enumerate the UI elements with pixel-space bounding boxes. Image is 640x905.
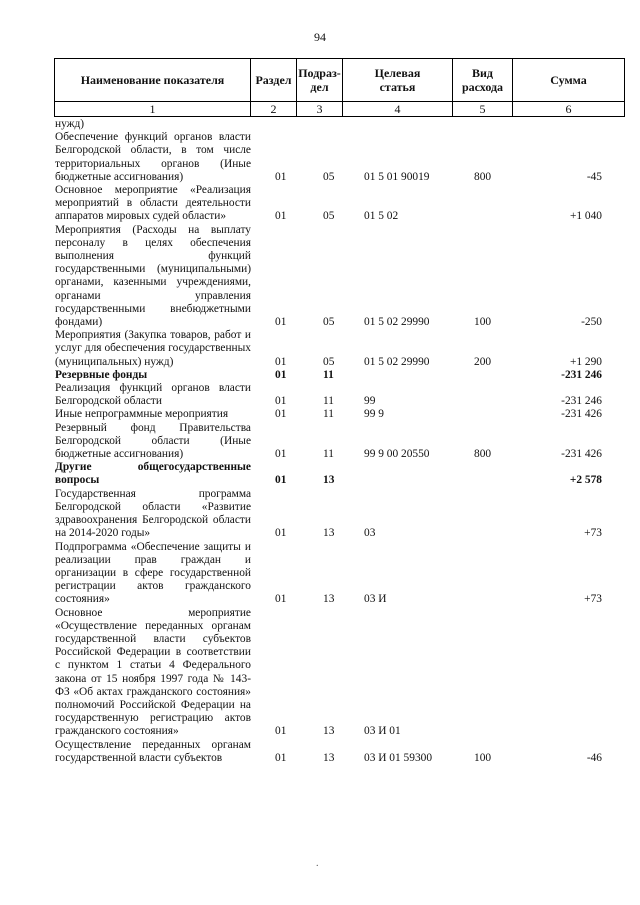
header-vid-line1: Вид (472, 66, 493, 80)
row-summa: -45 (586, 170, 602, 183)
row-statya: 99 9 (364, 408, 384, 421)
row-razdel: 01 (275, 725, 287, 738)
footer-mark: . (316, 858, 319, 869)
row-name: Государственная программа Белгородской области «Развитие здравоохранения Белгородской области на 2014-2020 годы» (55, 487, 251, 540)
row-summa: +1 040 (569, 210, 602, 223)
table-row (0, 488, 640, 541)
row-summa: -231 426 (561, 448, 602, 461)
row-name: Осуществление переданных органам государственной власти субъектов (55, 738, 251, 764)
row-vid: 800 (474, 170, 492, 183)
row-podrazdel: 13 (323, 593, 335, 606)
header-statya-line2: статья (379, 80, 416, 94)
header-razdel: Раздел (251, 59, 297, 102)
row-razdel: 01 (275, 355, 287, 368)
row-podrazdel: 05 (323, 355, 335, 368)
row-podrazdel: 13 (323, 474, 335, 487)
row-summa: -231 246 (561, 368, 602, 381)
row-razdel: 01 (275, 448, 287, 461)
row-vid: 100 (474, 751, 492, 764)
row-razdel: 01 (275, 751, 287, 764)
row-statya: 99 (364, 395, 376, 408)
row-summa: -46 (586, 751, 602, 764)
row-statya: 03 И (364, 593, 387, 606)
table-row (0, 131, 640, 184)
row-name: Резервный фонд Правительства Белгородской области (Иные бюджетные ассигнования) (55, 421, 251, 461)
row-statya: 03 (364, 527, 376, 540)
row-razdel: 01 (275, 593, 287, 606)
table-row (0, 541, 640, 607)
row-name: Подпрограмма «Обеспечение защиты и реализации прав граждан и организации в сфере государственной регистрации актов гражданского состояния» (55, 540, 251, 606)
row-statya: 99 9 00 20550 (364, 448, 430, 461)
header-num-4: 4 (343, 102, 453, 117)
table-row (0, 382, 640, 408)
table-row (0, 607, 640, 739)
row-vid: 200 (474, 355, 492, 368)
header-statya-line1: Целевая (374, 66, 421, 80)
page-number: 94 (314, 30, 326, 44)
row-name: Реализация функций органов власти Белгородской области (55, 382, 251, 408)
row-vid: 800 (474, 448, 492, 461)
header-podrazdel-line1: Подраз- (298, 66, 341, 80)
row-razdel: 01 (275, 474, 287, 487)
header-vid (453, 59, 513, 102)
header-podrazdel-line2: дел (310, 80, 329, 94)
header-num-3: 3 (297, 102, 343, 117)
row-podrazdel: 05 (323, 316, 335, 329)
table-row (0, 184, 640, 224)
row-name: Мероприятия (Расходы на выплату персоналу в целях обеспечения выполнения функций государственными (муниципальными) органами, казенными учреждениями, органами управления государственными внебюджетными фондами) (55, 223, 251, 329)
table-row (0, 408, 640, 421)
row-name: Иные непрограммные мероприятия (55, 408, 229, 421)
row-razdel: 01 (275, 316, 287, 329)
row-razdel: 01 (275, 395, 287, 408)
row-name: Основное мероприятие «Реализация мероприятий в области деятельности аппаратов мировых судей области» (55, 184, 251, 223)
row-podrazdel: 11 (323, 448, 334, 461)
row-statya: 03 И 01 59300 (364, 751, 433, 764)
row-podrazdel: 11 (323, 395, 334, 408)
row-statya: 01 5 02 29990 (364, 316, 430, 329)
header-summa: Сумма (513, 59, 625, 102)
row-summa: -231 246 (561, 395, 602, 408)
row-razdel: 01 (275, 408, 287, 421)
table-row (0, 329, 640, 369)
row-statya: 01 5 02 (364, 210, 399, 223)
row-podrazdel: 11 (323, 408, 334, 421)
row-name: нужд) (55, 118, 85, 130)
row-podrazdel: 05 (323, 170, 335, 183)
row-razdel: 01 (275, 527, 287, 540)
row-razdel: 01 (275, 210, 287, 223)
header-statya (343, 59, 453, 102)
row-podrazdel: 05 (323, 210, 335, 223)
row-summa: +2 578 (569, 474, 602, 487)
row-razdel: 01 (275, 368, 287, 381)
header-name: Наименование показателя (55, 59, 251, 102)
row-vid: 100 (474, 316, 492, 329)
row-podrazdel: 13 (323, 751, 335, 764)
header-num-2: 2 (251, 102, 297, 117)
row-name: Основное мероприятие «Осуществление переданных органам государственной власти субъектов Российской Федерации в соответствии с пунктом 1 статьи 4 Федерального закона от 15 ноября 1997 года № 143-ФЗ «Об актах гражданского состояния» полномочий Российской Федерации на государственную регистрацию актов гражданского состояния» (55, 606, 251, 738)
table-header (54, 58, 625, 117)
row-summa: +1 290 (569, 355, 602, 368)
row-name: Мероприятия (Закупка товаров, работ и услуг для обеспечения государственных (муниципальных) нужд) (55, 329, 251, 368)
table-body (0, 118, 640, 765)
table-row (0, 739, 640, 765)
row-podrazdel: 11 (323, 368, 334, 381)
table-row (0, 422, 640, 462)
row-statya: 01 5 01 90019 (364, 170, 430, 183)
header-podrazdel (297, 59, 343, 102)
row-podrazdel: 13 (323, 725, 335, 738)
row-summa: -250 (581, 316, 602, 329)
row-summa: +73 (584, 527, 602, 540)
table-row (0, 461, 640, 487)
header-vid-line2: расхода (461, 80, 504, 94)
row-razdel: 01 (275, 170, 287, 183)
header-num-1: 1 (55, 102, 251, 117)
header-num-6: 6 (513, 102, 625, 117)
row-name: Другие общегосударственные вопросы (55, 461, 251, 487)
row-summa: -231 426 (561, 408, 602, 421)
table-row (0, 224, 640, 330)
row-name: Резервные фонды (55, 368, 148, 381)
header-num-5: 5 (453, 102, 513, 117)
row-podrazdel: 13 (323, 527, 335, 540)
table-row (0, 369, 640, 382)
row-statya: 01 5 02 29990 (364, 355, 430, 368)
table-row (0, 118, 640, 131)
row-summa: +73 (584, 593, 602, 606)
row-statya: 03 И 01 (364, 725, 401, 738)
row-name: Обеспечение функций органов власти Белгородской области, в том числе территориальных органов (Иные бюджетные ассигнования) (55, 131, 251, 183)
